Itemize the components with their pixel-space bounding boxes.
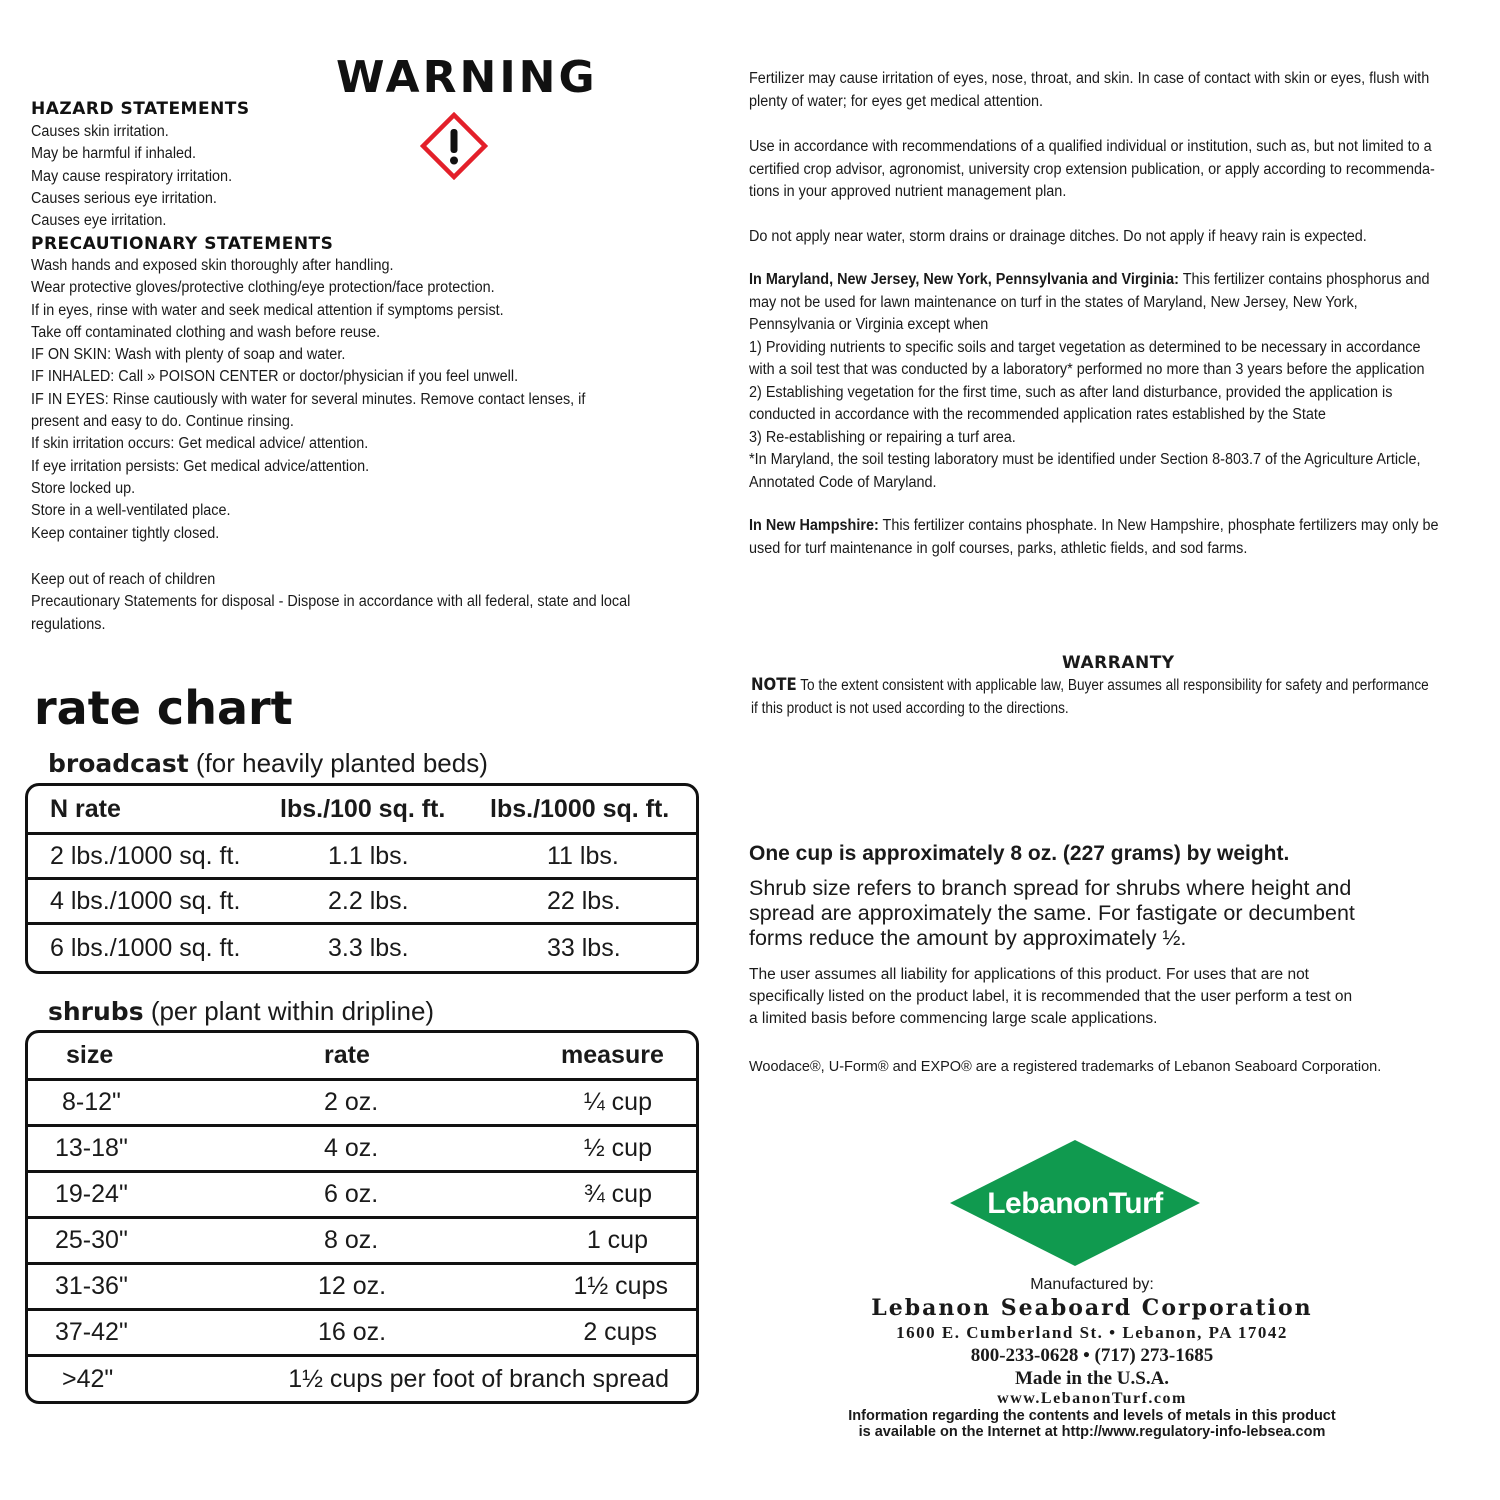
made-in-text: Made in the U.S.A. xyxy=(1014,1368,1170,1389)
table-row xyxy=(28,1124,696,1170)
new-hampshire-rest: This fertilizer contains phosphate. In New Hampshire, phosphate fertilizers may only be xyxy=(878,517,1439,534)
broadcast-heading xyxy=(48,747,488,780)
table-cell: 2 cups xyxy=(583,1318,657,1346)
paragraph-line xyxy=(749,269,1429,292)
paragraph-line: The user assumes all liability for applications of this product. For uses that are not xyxy=(749,966,1309,983)
precaution-item: IF ON SKIN: Wash with plenty of soap and water. xyxy=(31,346,346,364)
corporation-name: Lebanon Seaboard Corporation xyxy=(871,1295,1313,1321)
table-cell: 8-12" xyxy=(62,1088,121,1116)
shrubs-label: shrubs xyxy=(48,997,144,1026)
precaution-item: Wash hands and exposed skin thoroughly after handling. xyxy=(31,257,394,274)
precaution-list xyxy=(31,255,627,545)
paragraph-line: Use in accordance with recommendations of a qualified individual or institution, such as, but not limited to a xyxy=(749,138,1432,155)
table-cell: 1½ cups per foot of branch spread xyxy=(288,1364,669,1393)
table-header-cell: rate xyxy=(324,1041,370,1069)
table-header-cell: size xyxy=(66,1041,114,1069)
maryland-states-label: In Maryland, New Jersey, New York, Pennsylvania and Virginia: xyxy=(749,271,1179,288)
table-cell: 4 lbs./1000 sq. ft. xyxy=(50,886,241,915)
table-cell: 1.1 lbs. xyxy=(328,841,409,870)
table-row xyxy=(28,832,696,877)
table-header-cell: lbs./100 sq. ft. xyxy=(280,794,446,823)
shrubs-heading xyxy=(48,995,434,1028)
irritation-paragraph xyxy=(749,68,1480,113)
paragraph-line: plenty of water; for eyes get medical attention. xyxy=(749,92,1044,110)
maryland-paragraph xyxy=(749,269,1481,494)
paragraph-line: 3) Re-establishing or repairing a turf area. xyxy=(749,428,1016,446)
precaution-item: Wear protective gloves/protective clothing/eye protection/face protection. xyxy=(31,279,495,297)
table-cell: 4 oz. xyxy=(324,1134,379,1162)
paragraph-line: may not be used for lawn maintenance on turf in the states of Maryland, New Jersey, New York, xyxy=(749,293,1358,311)
table-cell: >42" xyxy=(62,1364,114,1393)
paragraph-line: tions in your approved nutrient management plan. xyxy=(749,183,1067,200)
note-text: To the extent consistent with applicable law, Buyer assumes all responsibility for safety and performance xyxy=(796,677,1429,694)
paragraph-line: Pennsylvania or Virginia except when xyxy=(749,316,989,333)
paragraph-line: *In Maryland, the soil testing laboratory must be identified under Section 8-803.7 of the Agriculture Article, xyxy=(749,451,1421,468)
maryland-rest: This fertilizer contains phosphorus and xyxy=(1178,271,1430,288)
shrubs-table xyxy=(25,1030,699,1404)
precaution-item: Take off contaminated clothing and wash before reuse. xyxy=(31,323,381,341)
cup-weight-text: One cup is approximately 8 oz. (227 grams) by weight. xyxy=(749,842,1290,865)
paragraph-line xyxy=(749,515,1439,538)
paragraph-line: a limited basis before commencing large scale applications. xyxy=(749,1010,1158,1027)
paragraph-line: specifically listed on the product label, it is recommended that the user perform a test on xyxy=(749,988,1353,1005)
paragraph-line: 2) Establishing vegetation for the first time, such as after land disturbance, provided the application is xyxy=(749,383,1393,401)
rate-chart-title: rate chart xyxy=(34,681,293,735)
note-line: if this product is not used according to the directions. xyxy=(751,700,1069,717)
table-header-cell: N rate xyxy=(50,794,121,823)
disposal-text: regulations. xyxy=(31,615,106,633)
broadcast-sub: (for heavily planted beds) xyxy=(188,748,488,778)
disposal-block xyxy=(31,569,675,636)
table-cell: 1½ cups xyxy=(573,1272,668,1300)
paragraph-line: Do not apply near water, storm drains or drainage ditches. Do not apply if heavy rain is expected. xyxy=(749,228,1367,245)
manufacturer-block xyxy=(822,1276,1362,1440)
table-row xyxy=(28,1354,696,1401)
table-header-row xyxy=(28,1033,696,1078)
table-cell: 3.3 lbs. xyxy=(328,933,409,962)
table-cell: 33 lbs. xyxy=(547,933,621,962)
table-row xyxy=(28,1308,696,1354)
paragraph-line: 1) Providing nutrients to specific soils and target vegetation as determined to be necessary in accordance xyxy=(749,338,1421,356)
hazard-heading: HAZARD STATEMENTS xyxy=(31,99,250,119)
precaution-item: Store in a well-ventilated place. xyxy=(31,502,231,520)
logo-text: LebanonTurf xyxy=(987,1187,1163,1220)
shrub-size-paragraph xyxy=(749,876,1355,951)
precaution-item: Keep container tightly closed. xyxy=(31,524,220,542)
hazard-item: Causes eye irritation. xyxy=(31,212,167,230)
table-cell: 25-30" xyxy=(55,1226,128,1254)
table-cell: 37-42" xyxy=(55,1318,128,1346)
paragraph-line: Annotated Code of Maryland. xyxy=(749,473,937,491)
broadcast-label: broadcast xyxy=(48,749,189,778)
hazard-item: Causes serious eye irritation. xyxy=(31,189,217,207)
manufactured-by-label: Manufactured by: xyxy=(1030,1276,1154,1293)
note-label: NOTE xyxy=(751,675,797,695)
shrubs-sub: (per plant within dripline) xyxy=(143,996,435,1026)
table-cell: 6 lbs./1000 sq. ft. xyxy=(50,933,241,962)
paragraph-line: with a soil test that was conducted by a laboratory* performed no more than 3 years before the application xyxy=(749,361,1425,378)
table-row xyxy=(28,1216,696,1262)
metals-info: is available on the Internet at http://www.regulatory-info-lebsea.com xyxy=(858,1424,1326,1440)
new-hampshire-label: In New Hampshire: xyxy=(749,517,879,534)
table-cell: 6 oz. xyxy=(324,1180,379,1208)
precaution-item: IF IN EYES: Rinse cautiously with water for several minutes. Remove contact lenses, if xyxy=(31,390,586,408)
warning-title: WARNING xyxy=(336,52,598,103)
paragraph-line: used for turf maintenance in golf courses, parks, athletic fields, and sod farms. xyxy=(749,539,1248,557)
water-paragraph xyxy=(749,226,1413,249)
metals-info: Information regarding the contents and levels of metals in this product xyxy=(848,1408,1336,1424)
table-cell: 2 oz. xyxy=(324,1088,379,1116)
table-cell: 2.2 lbs. xyxy=(328,886,409,915)
keep-out-text: Keep out of reach of children xyxy=(31,571,216,588)
table-cell: 22 lbs. xyxy=(547,886,621,915)
table-row xyxy=(28,1078,696,1124)
table-header-cell: measure xyxy=(561,1041,664,1069)
trademarks-text: Woodace®, U-Form® and EXPO® are a registered trademarks of Lebanon Seaboard Corporation. xyxy=(749,1059,1382,1075)
precaution-item: If skin irritation occurs: Get medical advice/ attention. xyxy=(31,435,369,453)
paragraph-line: certified crop advisor, agronomist, university crop extension publication, or apply according to recommenda- xyxy=(749,160,1435,178)
table-row xyxy=(28,922,696,971)
paragraph-line: forms reduce the amount by approximately ½. xyxy=(749,926,1187,950)
table-cell: 16 oz. xyxy=(318,1318,387,1346)
precaution-item: If in eyes, rinse with water and seek medical attention if symptoms persist. xyxy=(31,301,504,319)
table-cell: 12 oz. xyxy=(318,1272,387,1300)
table-cell: 8 oz. xyxy=(324,1226,379,1254)
lebanonturf-logo xyxy=(948,1138,1202,1268)
liability-paragraph xyxy=(749,964,1352,1030)
precaution-item: If eye irritation persists: Get medical advice/attention. xyxy=(31,457,370,475)
warranty-heading: WARRANTY xyxy=(1062,653,1175,673)
hazard-item: May be harmful if inhaled. xyxy=(31,145,197,163)
broadcast-table xyxy=(25,783,699,974)
disposal-text: Precautionary Statements for disposal - Dispose in accordance with all federal, state and local xyxy=(31,593,631,611)
table-cell: 1 cup xyxy=(586,1226,648,1254)
new-hampshire-paragraph xyxy=(749,515,1490,560)
warranty-note xyxy=(751,674,1500,720)
table-cell: 13-18" xyxy=(55,1134,128,1162)
table-cell: ¼ cup xyxy=(583,1088,652,1116)
table-row xyxy=(28,1262,696,1308)
hazard-item: Causes skin irritation. xyxy=(31,123,169,140)
paragraph-line: spread are approximately the same. For fastigate or decumbent xyxy=(749,901,1355,925)
table-row xyxy=(28,877,696,922)
table-cell: 19-24" xyxy=(55,1180,128,1208)
table-cell: ½ cup xyxy=(583,1134,652,1162)
recommendation-paragraph xyxy=(749,136,1486,204)
exclamation-mark-hazard-icon xyxy=(420,112,488,180)
precaution-item: present and easy to do. Continue rinsing. xyxy=(31,413,294,431)
table-cell: ¾ cup xyxy=(583,1180,652,1208)
table-header-row xyxy=(28,786,696,832)
note-line xyxy=(751,674,1429,697)
paragraph-line: Fertilizer may cause irritation of eyes, nose, throat, and skin. In case of contact with skin or eyes, flush with xyxy=(749,70,1430,87)
precaution-heading: PRECAUTIONARY STATEMENTS xyxy=(31,234,334,254)
paragraph-line: conducted in accordance with the recommended application rates established by the State xyxy=(749,406,1326,423)
table-cell: 2 lbs./1000 sq. ft. xyxy=(50,841,241,870)
hazard-list xyxy=(31,121,247,232)
precaution-item: Store locked up. xyxy=(31,479,136,497)
table-header-cell: lbs./1000 sq. ft. xyxy=(490,794,670,823)
hazard-item: May cause respiratory irritation. xyxy=(31,167,233,185)
paragraph-line: Shrub size refers to branch spread for shrubs where height and xyxy=(749,876,1352,900)
table-cell: 31-36" xyxy=(55,1272,128,1300)
phone-numbers: 800-233-0628 • (717) 273-1685 xyxy=(970,1345,1214,1366)
address: 1600 E. Cumberland St. • Lebanon, PA 17042 xyxy=(896,1323,1288,1342)
website-link[interactable]: www.LebanonTurf.com xyxy=(997,1390,1187,1407)
precaution-item: IF INHALED: Call » POISON CENTER or doctor/physician if you feel unwell. xyxy=(31,368,519,386)
table-cell: 11 lbs. xyxy=(547,841,619,870)
table-row xyxy=(28,1170,696,1216)
